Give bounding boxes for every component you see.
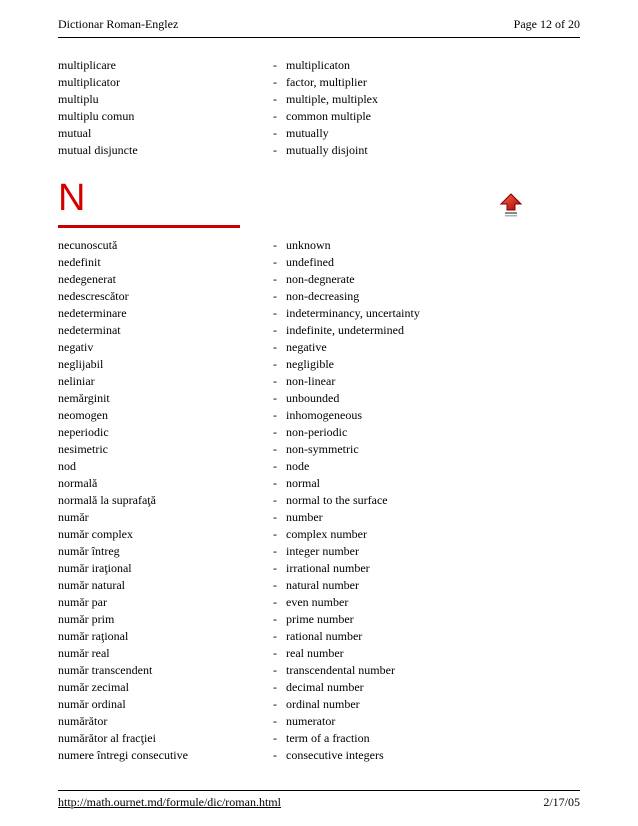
dictionary-entry xyxy=(58,492,578,509)
page-header xyxy=(58,14,580,34)
header-rule xyxy=(58,37,580,38)
page-number: Page 12 of 20 xyxy=(513,17,580,31)
entry-separator: - xyxy=(273,391,277,405)
entry-separator: - xyxy=(273,143,277,157)
entry-separator: - xyxy=(273,459,277,473)
romanian-term: neglijabil xyxy=(58,357,104,371)
english-translation: node xyxy=(286,459,310,473)
up-arrow-icon[interactable] xyxy=(500,193,522,217)
dictionary-entry xyxy=(58,747,578,764)
entry-separator: - xyxy=(273,714,277,728)
english-translation: decimal number xyxy=(286,680,364,694)
dictionary-entry xyxy=(58,407,578,424)
english-translation: non-periodic xyxy=(286,425,348,439)
dictionary-entry xyxy=(58,142,578,159)
print-date: 2/17/05 xyxy=(543,795,580,809)
entry-separator: - xyxy=(273,748,277,762)
romanian-term: nedefinit xyxy=(58,255,101,269)
english-translation: negative xyxy=(286,340,327,354)
romanian-term: nemărginit xyxy=(58,391,110,405)
english-translation: term of a fraction xyxy=(286,731,370,745)
entry-list-m xyxy=(58,57,578,159)
romanian-term: multiplicare xyxy=(58,58,116,72)
dictionary-entry xyxy=(58,322,578,339)
dictionary-entry xyxy=(58,628,578,645)
english-translation: numerator xyxy=(286,714,336,728)
english-translation: non-degnerate xyxy=(286,272,355,286)
english-translation: consecutive integers xyxy=(286,748,384,762)
source-link[interactable]: http://math.ournet.md/formule/dic/roman.html xyxy=(58,795,281,809)
romanian-term: multiplu xyxy=(58,92,99,106)
english-translation: complex number xyxy=(286,527,367,541)
dictionary-entry xyxy=(58,390,578,407)
entry-separator: - xyxy=(273,493,277,507)
romanian-term: număr transcendent xyxy=(58,663,153,677)
romanian-term: număr natural xyxy=(58,578,125,592)
romanian-term: număr întreg xyxy=(58,544,120,558)
entry-separator: - xyxy=(273,272,277,286)
romanian-term: număr prim xyxy=(58,612,115,626)
dictionary-entry xyxy=(58,577,578,594)
english-translation: unknown xyxy=(286,238,331,252)
romanian-term: nedeterminat xyxy=(58,323,121,337)
romanian-term: multiplu comun xyxy=(58,109,135,123)
entry-separator: - xyxy=(273,323,277,337)
dictionary-entry xyxy=(58,424,578,441)
romanian-term: număr par xyxy=(58,595,107,609)
english-translation: mutually xyxy=(286,126,329,140)
dictionary-entry xyxy=(58,74,578,91)
dictionary-entry xyxy=(58,730,578,747)
entry-separator: - xyxy=(273,578,277,592)
romanian-term: număr ordinal xyxy=(58,697,126,711)
english-translation: real number xyxy=(286,646,344,660)
english-translation: mutually disjoint xyxy=(286,143,368,157)
entry-separator: - xyxy=(273,561,277,575)
entry-separator: - xyxy=(273,126,277,140)
romanian-term: multiplicator xyxy=(58,75,120,89)
english-translation: transcendental number xyxy=(286,663,395,677)
entry-separator: - xyxy=(273,697,277,711)
dictionary-entry xyxy=(58,108,578,125)
entry-separator: - xyxy=(273,109,277,123)
dictionary-entry xyxy=(58,696,578,713)
english-translation: rational number xyxy=(286,629,363,643)
english-translation: inhomogeneous xyxy=(286,408,362,422)
entry-separator: - xyxy=(273,58,277,72)
romanian-term: normală la suprafaţă xyxy=(58,493,156,507)
dictionary-entry xyxy=(58,662,578,679)
entry-separator: - xyxy=(273,510,277,524)
footer-rule xyxy=(58,790,580,791)
english-translation: indeterminancy, uncertainty xyxy=(286,306,420,320)
entry-separator: - xyxy=(273,663,277,677)
entry-separator: - xyxy=(273,289,277,303)
english-translation: integer number xyxy=(286,544,359,558)
entry-separator: - xyxy=(273,527,277,541)
entry-separator: - xyxy=(273,357,277,371)
romanian-term: neliniar xyxy=(58,374,95,388)
entry-separator: - xyxy=(273,425,277,439)
english-translation: normal xyxy=(286,476,320,490)
romanian-term: nedegenerat xyxy=(58,272,116,286)
dictionary-entry xyxy=(58,560,578,577)
entry-separator: - xyxy=(273,442,277,456)
dictionary-entry xyxy=(58,91,578,108)
english-translation: undefined xyxy=(286,255,334,269)
dictionary-entry xyxy=(58,339,578,356)
entry-separator: - xyxy=(273,595,277,609)
dictionary-entry xyxy=(58,645,578,662)
section-letter-rule xyxy=(58,225,240,228)
dictionary-entry xyxy=(58,526,578,543)
page-footer xyxy=(58,795,580,813)
english-translation: even number xyxy=(286,595,349,609)
english-translation: ordinal number xyxy=(286,697,360,711)
english-translation: non-symmetric xyxy=(286,442,359,456)
english-translation: natural number xyxy=(286,578,359,592)
dictionary-entry xyxy=(58,611,578,628)
dictionary-entry xyxy=(58,356,578,373)
entry-separator: - xyxy=(273,75,277,89)
romanian-term: necunoscută xyxy=(58,238,118,252)
romanian-term: nod xyxy=(58,459,76,473)
dictionary-entry xyxy=(58,458,578,475)
romanian-term: mutual xyxy=(58,126,92,140)
entry-separator: - xyxy=(273,680,277,694)
english-translation: normal to the surface xyxy=(286,493,388,507)
english-translation: multiple, multiplex xyxy=(286,92,378,106)
english-translation: non-decreasing xyxy=(286,289,360,303)
romanian-term: mutual disjuncte xyxy=(58,143,138,157)
entry-separator: - xyxy=(273,612,277,626)
entry-separator: - xyxy=(273,629,277,643)
romanian-term: număr complex xyxy=(58,527,133,541)
english-translation: common multiple xyxy=(286,109,371,123)
entry-separator: - xyxy=(273,340,277,354)
entry-separator: - xyxy=(273,646,277,660)
dictionary-entry xyxy=(58,679,578,696)
english-translation: multiplicaton xyxy=(286,58,350,72)
romanian-term: normală xyxy=(58,476,98,490)
dictionary-entry xyxy=(58,373,578,390)
entry-separator: - xyxy=(273,92,277,106)
english-translation: prime number xyxy=(286,612,354,626)
romanian-term: numere întregi consecutive xyxy=(58,748,188,762)
dictionary-entry xyxy=(58,594,578,611)
romanian-term: neperiodic xyxy=(58,425,109,439)
entry-separator: - xyxy=(273,255,277,269)
romanian-term: negativ xyxy=(58,340,94,354)
english-translation: unbounded xyxy=(286,391,340,405)
dictionary-entry xyxy=(58,713,578,730)
entry-separator: - xyxy=(273,544,277,558)
romanian-term: număr raţional xyxy=(58,629,129,643)
romanian-term: număr iraţional xyxy=(58,561,132,575)
entry-separator: - xyxy=(273,408,277,422)
romanian-term: număr real xyxy=(58,646,110,660)
romanian-term: numărător xyxy=(58,714,108,728)
romanian-term: numărător al fracţiei xyxy=(58,731,156,745)
dictionary-entry xyxy=(58,288,578,305)
entry-separator: - xyxy=(273,731,277,745)
romanian-term: număr xyxy=(58,510,89,524)
english-translation: irrational number xyxy=(286,561,370,575)
dictionary-entry xyxy=(58,237,578,254)
entry-separator: - xyxy=(273,374,277,388)
entry-separator: - xyxy=(273,476,277,490)
entry-list-n xyxy=(58,237,578,764)
english-translation: number xyxy=(286,510,323,524)
dictionary-entry xyxy=(58,125,578,142)
romanian-term: nedescrescător xyxy=(58,289,129,303)
section-letter: N xyxy=(58,177,86,219)
dictionary-entry xyxy=(58,305,578,322)
english-translation: non-linear xyxy=(286,374,336,388)
entry-separator: - xyxy=(273,306,277,320)
romanian-term: număr zecimal xyxy=(58,680,129,694)
english-translation: negligible xyxy=(286,357,334,371)
entry-separator: - xyxy=(273,238,277,252)
dictionary-entry xyxy=(58,475,578,492)
romanian-term: neomogen xyxy=(58,408,108,422)
english-translation: factor, multiplier xyxy=(286,75,367,89)
dictionary-entry xyxy=(58,543,578,560)
dictionary-entry xyxy=(58,509,578,526)
dictionary-entry xyxy=(58,271,578,288)
romanian-term: nesimetric xyxy=(58,442,108,456)
english-translation: indefinite, undetermined xyxy=(286,323,404,337)
dictionary-entry xyxy=(58,254,578,271)
romanian-term: nedeterminare xyxy=(58,306,127,320)
dictionary-entry xyxy=(58,57,578,74)
dictionary-entry xyxy=(58,441,578,458)
document-title: Dictionar Roman-Englez xyxy=(58,17,179,31)
